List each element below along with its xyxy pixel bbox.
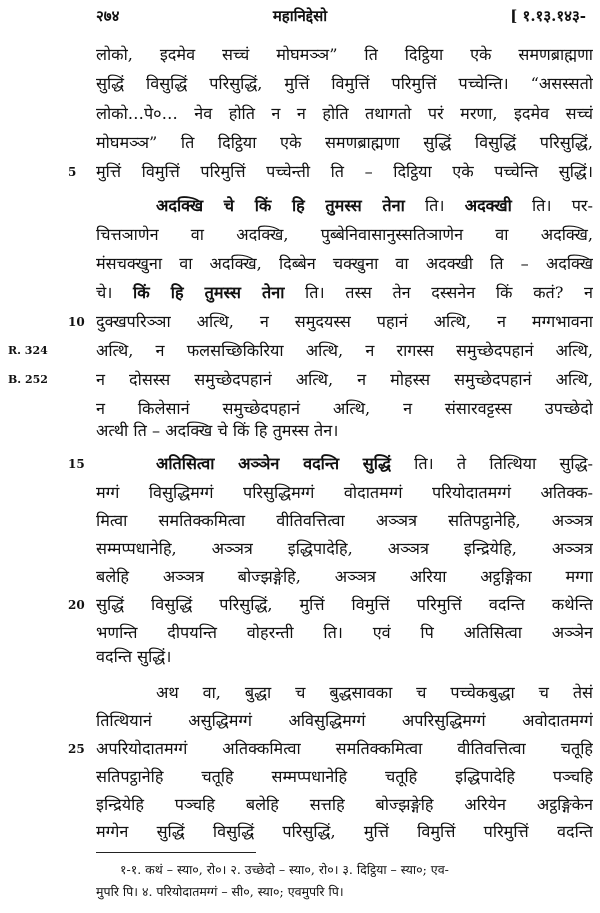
lemma-phrase: किं हि तुमस्स तेना (133, 283, 285, 302)
text-line-11: अत्थि, न फलसच्छिकिरिया अत्थि, न रागस्स समुच्छेदपहानं अत्थि, (96, 341, 593, 360)
text-fragment: ति। (404, 196, 465, 215)
text-line-1: लोको, इदमेव सच्चं मोघमञ्ञ” ति दिट्ठिया एके समणब्राह्मणा (96, 45, 593, 64)
page-number: २७४ (96, 7, 120, 25)
text-line-26: सतिपट्ठानेहि चतूहि सम्मप्पधानेहि चतूहि इद्धिपादेहि पञ्चहि (96, 767, 593, 786)
text-line-17: मित्वा समतिक्कमित्वा वीतिवत्तित्वा अञ्ञत्र सतिपट्ठानेहि, अञ्ञत्र (96, 511, 593, 530)
text-line-13: न किलेसानं समुच्छेदपहानं अत्थि, न संसारवट्टस्स उपच्छेदो (96, 399, 593, 418)
text-line-22: वदन्ति सुद्धिं। (96, 647, 172, 666)
text-line-27: इन्द्रियेहि पञ्चहि बलेहि सत्तहि बोज्झङ्गेहि अरियेन अट्ठङ्गिकेन (96, 795, 593, 814)
text-line-7: चित्तञाणेन वा अदक्खि, पुब्बेनिवासानुस्सतिञाणेन वा अदक्खि, (96, 225, 593, 244)
text-line-25: अपरियोदातमग्गं अतिक्कमित्वा समतिक्कमित्वा वीतिवत्तित्वा चतूहि (96, 739, 593, 758)
footnote-line-1: १-१. कथं – स्या०, रो०। २. उच्छेदो – स्या०, रो०। ३. दिट्ठिया – स्या०; एव- (120, 862, 449, 877)
text-line-24: तित्थियानं असुद्धिमग्गं अविसुद्धिमग्गं अपरिसुद्धिमग्गं अवोदातमग्गं (96, 711, 593, 730)
text-line-12: न दोसस्स समुच्छेदपहानं अत्थि, न मोहस्स समुच्छेदपहानं अत्थि, (96, 370, 593, 389)
line-number-20: 20 (68, 598, 85, 612)
text-line-19: बलेहि अञ्ञत्र बोज्झङ्गेहि, अञ्ञत्र अरिया अट्ठङ्गिका मग्गा (96, 567, 593, 586)
text-line-18: सम्मप्पधानेहि, अञ्ञत्र इद्धिपादेहि, अञ्ञत्र इन्द्रियेहि, अञ्ञत्र (96, 539, 593, 558)
text-line-21: भणन्ति दीपयन्ति वोहरन्ती ति। एवं पि अतिसित्वा अञ्ञेन (96, 623, 593, 642)
text-line-15 (156, 450, 593, 478)
margin-ref-b: B. 252 (8, 373, 48, 386)
margin-ref-r: R. 324 (8, 344, 48, 357)
text-line-10: दुक्खपरिञ्ञा अत्थि, न समुदयस्स पहानं अत्थि, न मग्गभावना (96, 312, 593, 331)
text-line-2: सुद्धिं विसुद्धिं परिसुद्धिं, मुत्तिं विमुत्तिं परिमुत्तिं पच्चेन्ति। “असस्सतो (96, 74, 593, 93)
text-line-5: मुत्तिं विमुत्तिं परिमुत्तिं पच्चेन्ती ति – दिट्ठिया एके पच्चेन्ति सुद्धिं। (96, 162, 593, 181)
text-fragment: ति। तस्स तेन दस्सनेन किं कतं? न (284, 283, 593, 302)
text-line-4: मोघमञ्ञ” ति दिट्ठिया एके समणब्राह्मणा सुद्धिं विसुद्धिं परिसुद्धिं, (96, 133, 593, 152)
lemma-word: अदक्खी (464, 196, 512, 215)
line-number-15: 15 (68, 457, 85, 471)
section-reference: [ १.१३.१४३- (510, 7, 586, 25)
text-line-28: मग्गेन सुद्धिं विसुद्धिं परिसुद्धिं, मुत्तिं विमुत्तिं परिमुत्तिं वदन्ति (96, 822, 593, 841)
text-fragment: ति। ते तित्थिया सुद्धि- (390, 454, 593, 473)
text-fragment: ति। पर- (511, 196, 593, 215)
text-line-9 (96, 279, 593, 307)
lemma-heading: अदक्खि चे किं हि तुमस्स तेना (156, 196, 405, 215)
text-line-3: लोको…पे०… नेव होति न न होति तथागतो परं मरणा, इदमेव सच्चं (96, 104, 593, 123)
footnote-line-2: मुपरि पि। ४. परियोदातमग्गं – सी०, स्या०; एवमुपरि पि। (96, 884, 344, 899)
line-number-25: 25 (68, 742, 85, 756)
line-number-5: 5 (68, 165, 77, 179)
text-fragment: चे। (96, 283, 134, 302)
lemma-heading: अतिसित्वा अञ्ञेन वदन्ति सुद्धिं (156, 454, 391, 473)
text-line-20: सुद्धिं विसुद्धिं परिसुद्धिं, मुत्तिं विमुत्तिं परिमुत्तिं वदन्ति कथेन्ति (96, 595, 593, 614)
text-line-16: मग्गं विसुद्धिमग्गं परिसुद्धिमग्गं वोदातमग्गं परियोदातमग्गं अतिक्क- (96, 483, 593, 502)
line-number-10: 10 (68, 315, 85, 329)
text-line-6 (156, 192, 593, 220)
text-line-23: अथ वा, बुद्धा च बुद्धसावका च पच्चेकबुद्धा च तेसं (156, 683, 593, 702)
footnote-rule (96, 852, 256, 853)
text-line-14: अत्थी ति – अदक्खि चे किं हि तुमस्स तेन। (96, 421, 339, 440)
text-line-8: मंसचक्खुना वा अदक्खि, दिब्बेन चक्खुना वा अदक्खी ति – अदक्खि (96, 254, 593, 273)
running-title: महानिद्देसो (272, 7, 328, 25)
